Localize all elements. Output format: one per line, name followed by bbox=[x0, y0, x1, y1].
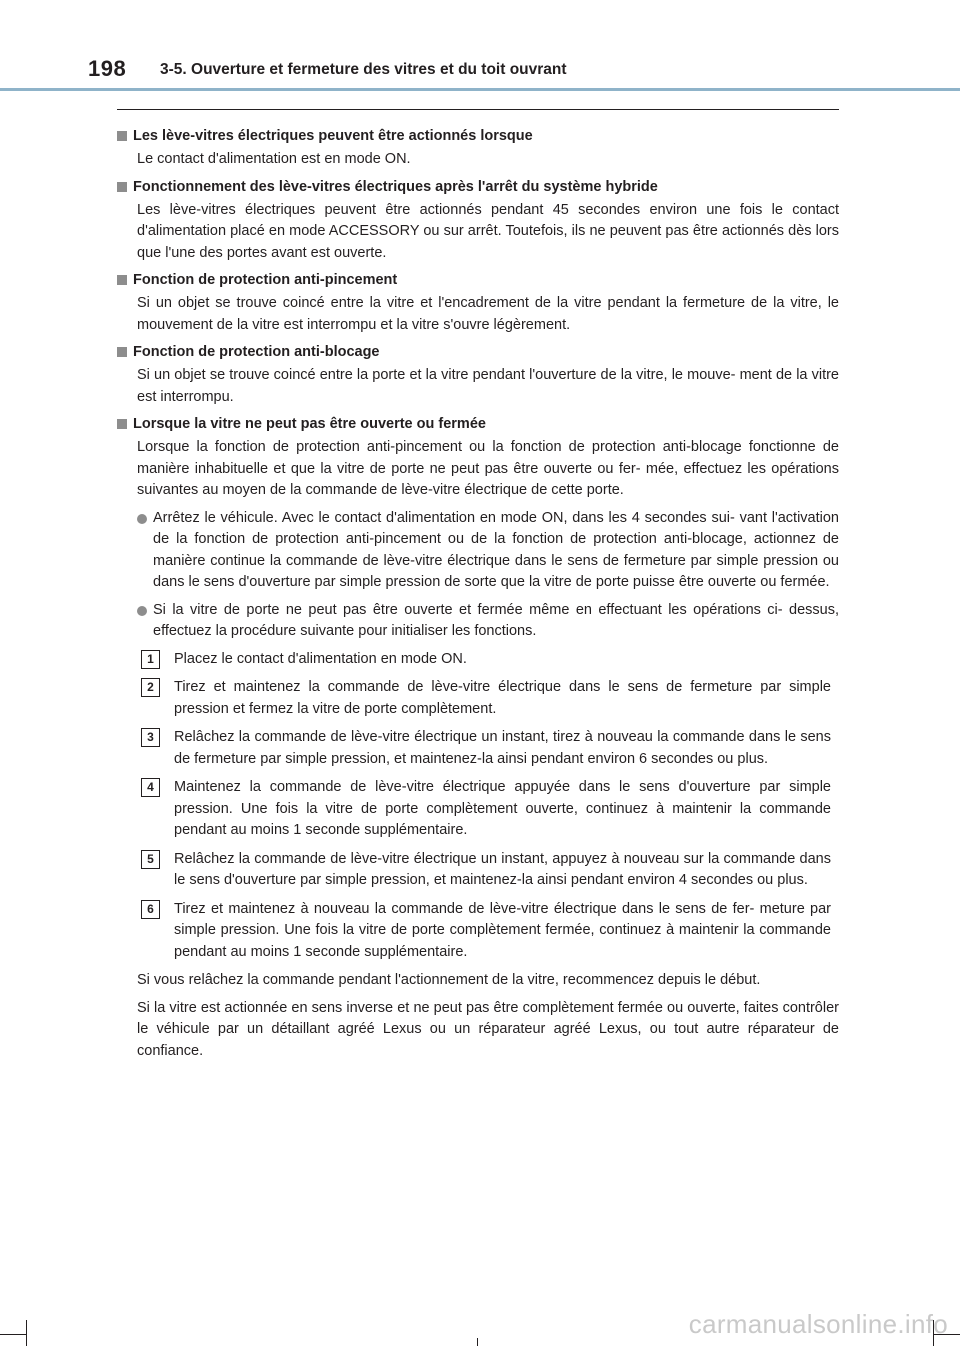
bullet-item: Si la vitre de porte ne peut pas être ouverte et fermée même en effectuant les opérations ci- dessus, effectuez la procédure suivante pour initialiser les fonctions. bbox=[137, 600, 839, 643]
step-number-badge: 4 bbox=[141, 778, 160, 797]
crop-mark bbox=[477, 1338, 478, 1346]
section-heading: Fonction de protection anti-pincement bbox=[117, 270, 839, 290]
step-number-badge: 6 bbox=[141, 900, 160, 919]
section-title: 3-5. Ouverture et fermeture des vitres et du toit ouvrant bbox=[160, 61, 567, 78]
square-bullet-icon bbox=[117, 182, 127, 192]
section-heading: Fonction de protection anti-blocage bbox=[117, 342, 839, 362]
section-heading: Lorsque la vitre ne peut pas être ouverte ou fermée bbox=[117, 414, 839, 434]
section-text: Les lève-vitres électriques peuvent être actionnés pendant 45 secondes environ une fois le contact d'alimentation placé en mode ACCESSORY ou sur arrêt. Toutefois, ils ne peuvent pas être actionnés dès lors que l'une des portes avant est ouverte. bbox=[137, 201, 839, 261]
step-item bbox=[141, 849, 839, 892]
square-bullet-icon bbox=[117, 419, 127, 429]
round-bullet-icon bbox=[137, 606, 147, 616]
step-item bbox=[141, 727, 839, 770]
section-text: Le contact d'alimentation est en mode ON. bbox=[137, 151, 411, 167]
content-top-rule bbox=[117, 109, 839, 110]
step-number-badge: 1 bbox=[141, 650, 160, 669]
step-item bbox=[141, 899, 839, 964]
page-number: 198 bbox=[88, 56, 127, 81]
step-item bbox=[141, 777, 839, 842]
step-item bbox=[141, 677, 839, 720]
crop-mark bbox=[26, 1320, 27, 1346]
step-text: Relâchez la commande de lève-vitre électrique un instant, tirez à nouveau la commande dans le sens de fermeture par simple pression, et maintenez-la ainsi pendant environ 6 secondes ou plus. bbox=[174, 729, 831, 767]
section-block bbox=[117, 270, 839, 336]
section-block bbox=[117, 342, 839, 408]
header-rule bbox=[0, 88, 960, 91]
bullet-item: Arrêtez le véhicule. Avec le contact d'alimentation en mode ON, dans les 4 secondes sui- vant l'activation de la fonction de protection anti-pincement ou de la fonction de protection anti-blocage, actionnez de manière continue la commande de lève-vitre électrique dans le sens de fermeture par simple pression ou dans le sens d'ouverture par simple pression de sorte que la vitre de porte puisse être ouverte ou fermée. bbox=[137, 508, 839, 594]
step-text: Maintenez la commande de lève-vitre électrique appuyée dans le sens d'ouverture par simple pression. Une fois la vitre de porte complètement ouverte, continuez à maintenir la commande pendant au moins 1 seconde supplémentaire. bbox=[174, 779, 831, 838]
crop-mark bbox=[0, 1334, 26, 1335]
watermark: carmanualsonline.info bbox=[688, 1309, 948, 1339]
step-text: Placez le contact d'alimentation en mode ON. bbox=[174, 650, 467, 667]
square-bullet-icon bbox=[117, 275, 127, 285]
step-text: Tirez et maintenez à nouveau la commande de lève-vitre électrique dans le sens de fer- meture par simple pression. Une fois la vitre de porte complètement fermée, continuez à maintenir la commande pendant au moins 1 seconde supplémentaire. bbox=[174, 900, 831, 960]
step-number-badge: 2 bbox=[141, 678, 160, 697]
section-text: Si un objet se trouve coincé entre la vitre et l'encadrement de la vitre pendant la fermeture de la vitre, le mouvement de la vitre est interrompu et la vitre s'ouvre légèrement. bbox=[137, 295, 839, 333]
square-bullet-icon bbox=[117, 131, 127, 141]
section-block bbox=[117, 126, 839, 171]
section-text: Si un objet se trouve coincé entre la porte et la vitre pendant l'ouverture de la vitre, le mouve- ment de la vitre est interrompu. bbox=[137, 367, 839, 405]
section-heading: Les lève-vitres électriques peuvent être actionnés lorsque bbox=[117, 126, 839, 146]
step-text: Tirez et maintenez la commande de lève-vitre électrique dans le sens de fermeture par simple pression et fermez la vitre de porte complètement. bbox=[174, 679, 831, 717]
square-bullet-icon bbox=[117, 347, 127, 357]
step-number-badge: 3 bbox=[141, 728, 160, 747]
round-bullet-icon bbox=[137, 514, 147, 524]
step-item bbox=[141, 649, 839, 671]
page-header bbox=[0, 0, 960, 92]
section-heading: Fonctionnement des lève-vitres électriques après l'arrêt du système hybride bbox=[117, 177, 839, 197]
section-block bbox=[117, 177, 839, 265]
closing-paragraph: Si vous relâchez la commande pendant l'actionnement de la vitre, recommencez depuis le début. bbox=[137, 972, 761, 988]
step-number-badge: 5 bbox=[141, 850, 160, 869]
section-text: Lorsque la fonction de protection anti-pincement ou la fonction de protection anti-blocage fonctionne de manière inhabituelle et que la vitre de porte ne peut pas être ouverte ou fer- mée, effectuez les opérations suivantes au moyen de la commande de lève-vitre électrique de cette porte. bbox=[137, 439, 839, 498]
closing-paragraph: Si la vitre est actionnée en sens inverse et ne peut pas être complètement fermée ou ouverte, faites contrôler le véhicule par un détaillant agréé Lexus ou un réparateur agréé Lexus, ou tout autre réparateur de confiance. bbox=[137, 999, 839, 1059]
section-block bbox=[117, 414, 839, 502]
step-text: Relâchez la commande de lève-vitre électrique un instant, appuyez à nouveau sur la commande dans le sens d'ouverture par simple pression, et maintenez-la ainsi pendant environ 4 secondes ou plus. bbox=[174, 850, 831, 888]
page-content bbox=[117, 126, 839, 1068]
